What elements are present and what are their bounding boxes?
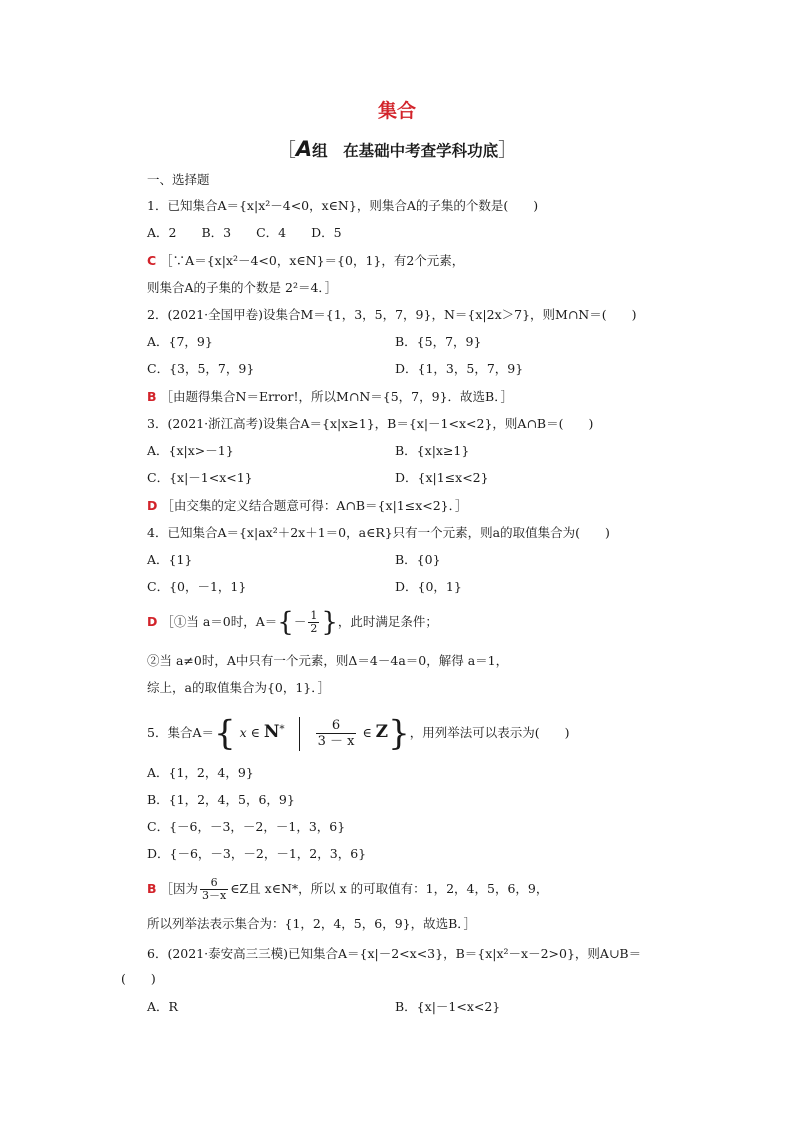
- question-4-option-d: D．{0，1}: [395, 579, 462, 594]
- question-2-option-c: C．{3，5，7，9}: [147, 361, 255, 376]
- group-letter: A: [295, 137, 313, 161]
- question-5-option-d: D．{－6，－3，－2，－1，2，3，6}: [147, 846, 367, 861]
- question-6-paren: ( ): [121, 971, 156, 986]
- question-3-option-a: A．{x|x>－1}: [147, 443, 234, 458]
- question-2: 2．(2021·全国甲卷)设集合M＝{1，3，5，7，9}，N＝{x|2x＞7}，则M∩N＝( ): [147, 307, 637, 322]
- question-6: 6．(2021·泰安高三三模)已知集合A＝{x|－2<x<3}，B＝{x|x²－x－2>0}，则A∪B＝: [147, 946, 642, 961]
- set-builder-bar: [299, 717, 300, 751]
- answer-2: B ［由题得集合N＝Error!，所以M∩N＝{5，7，9}．故选B．］: [147, 389, 513, 404]
- fraction-six-over: $\frac{6}{3 - x}$: [317, 718, 355, 750]
- answer-4-line-3: 综上，a的取值集合为{0，1}．］: [147, 680, 331, 695]
- section-heading: 一、选择题: [147, 172, 210, 187]
- answer-3: D ［由交集的定义结合题意可得：A∩B＝{x|1≤x<2}．］: [147, 498, 468, 513]
- question-3-option-b: B．{x|x≥1}: [395, 443, 470, 458]
- group-bracket-open: ［: [276, 139, 296, 161]
- question-4: 4．已知集合A＝{x|ax²＋2x＋1＝0，a∈R}只有一个元素，则a的取值集合为( ): [147, 525, 610, 540]
- group-bracket-close: ］: [498, 139, 518, 161]
- question-2-option-d: D．{1，3，5，7，9}: [395, 361, 524, 376]
- question-2-option-a: A．{7，9}: [147, 334, 213, 349]
- answer-5-letter: B: [147, 881, 157, 896]
- answer-3-letter: D: [147, 498, 158, 513]
- group-heading: [0, 135, 794, 162]
- answer-1-line-2: 则集合A的子集的个数是 2²＝4．］: [147, 280, 338, 295]
- question-2-option-b: B．{5，7，9}: [395, 334, 482, 349]
- question-5: 5．集合A＝{ x ∈ N* $\frac{6}{3 - x}$ ∈ Z}，用列举法可以表示为( ): [147, 713, 570, 754]
- question-3-option-c: C．{x|－1<x<1}: [147, 470, 253, 485]
- fraction-answer-5: $\frac{6}{3-x}$: [202, 876, 227, 902]
- question-5-option-a: A．{1，2，4，9}: [147, 765, 254, 780]
- question-4-option-c: C．{0，－1，1}: [147, 579, 247, 594]
- question-1-options: A．2 B．3 C．4 D．5: [147, 225, 342, 240]
- question-3-option-d: D．{x|1≤x<2}: [395, 470, 489, 485]
- question-4-option-b: B．{0}: [395, 552, 441, 567]
- answer-4-letter: D: [147, 614, 158, 629]
- answer-5: B ［因为 $\frac{6}{3-x}$ ∈Z且 x∈N*，所以 x 的可取值有：1，2，4，5，6，9，: [147, 876, 549, 902]
- question-6-option-a: A．R: [147, 999, 178, 1014]
- question-5-option-c: C．{－6，－3，－2，－1，3，6}: [147, 819, 346, 834]
- answer-2-letter: B: [147, 389, 157, 404]
- group-text: 组 在基础中考查学科功底: [312, 142, 499, 160]
- question-4-option-a: A．{1}: [147, 552, 193, 567]
- answer-1: C ［∵A＝{x|x²－4<0，x∈N}＝{0，1}，有2个元素，: [147, 253, 465, 268]
- fraction-one-half: $\frac{1}{2}$: [310, 609, 318, 635]
- answer-4-line-2: ②当 a≠0时，A中只有一个元素，则Δ＝4－4a＝0，解得 a＝1，: [147, 653, 509, 668]
- page-title: 集合: [377, 100, 416, 122]
- answer-1-letter: C: [147, 253, 157, 268]
- question-5-option-b: B．{1，2，4，5，6，9}: [147, 792, 295, 807]
- answer-5-line-2: 所以列举法表示集合为：{1，2，4，5，6，9}，故选B．］: [147, 916, 477, 931]
- question-1: 1．已知集合A＝{x|x²－4<0，x∈N}，则集合A的子集的个数是( ): [147, 198, 539, 213]
- question-6-option-b: B．{x|－1<x<2}: [395, 999, 501, 1014]
- answer-4: D ［①当 a＝0时，A＝{－ $\frac{1}{2}$ }，此时满足条件；: [147, 607, 438, 638]
- question-3: 3．(2021·浙江高考)设集合A＝{x|x≥1}，B＝{x|－1<x<2}，则A∩B＝( ): [147, 416, 594, 431]
